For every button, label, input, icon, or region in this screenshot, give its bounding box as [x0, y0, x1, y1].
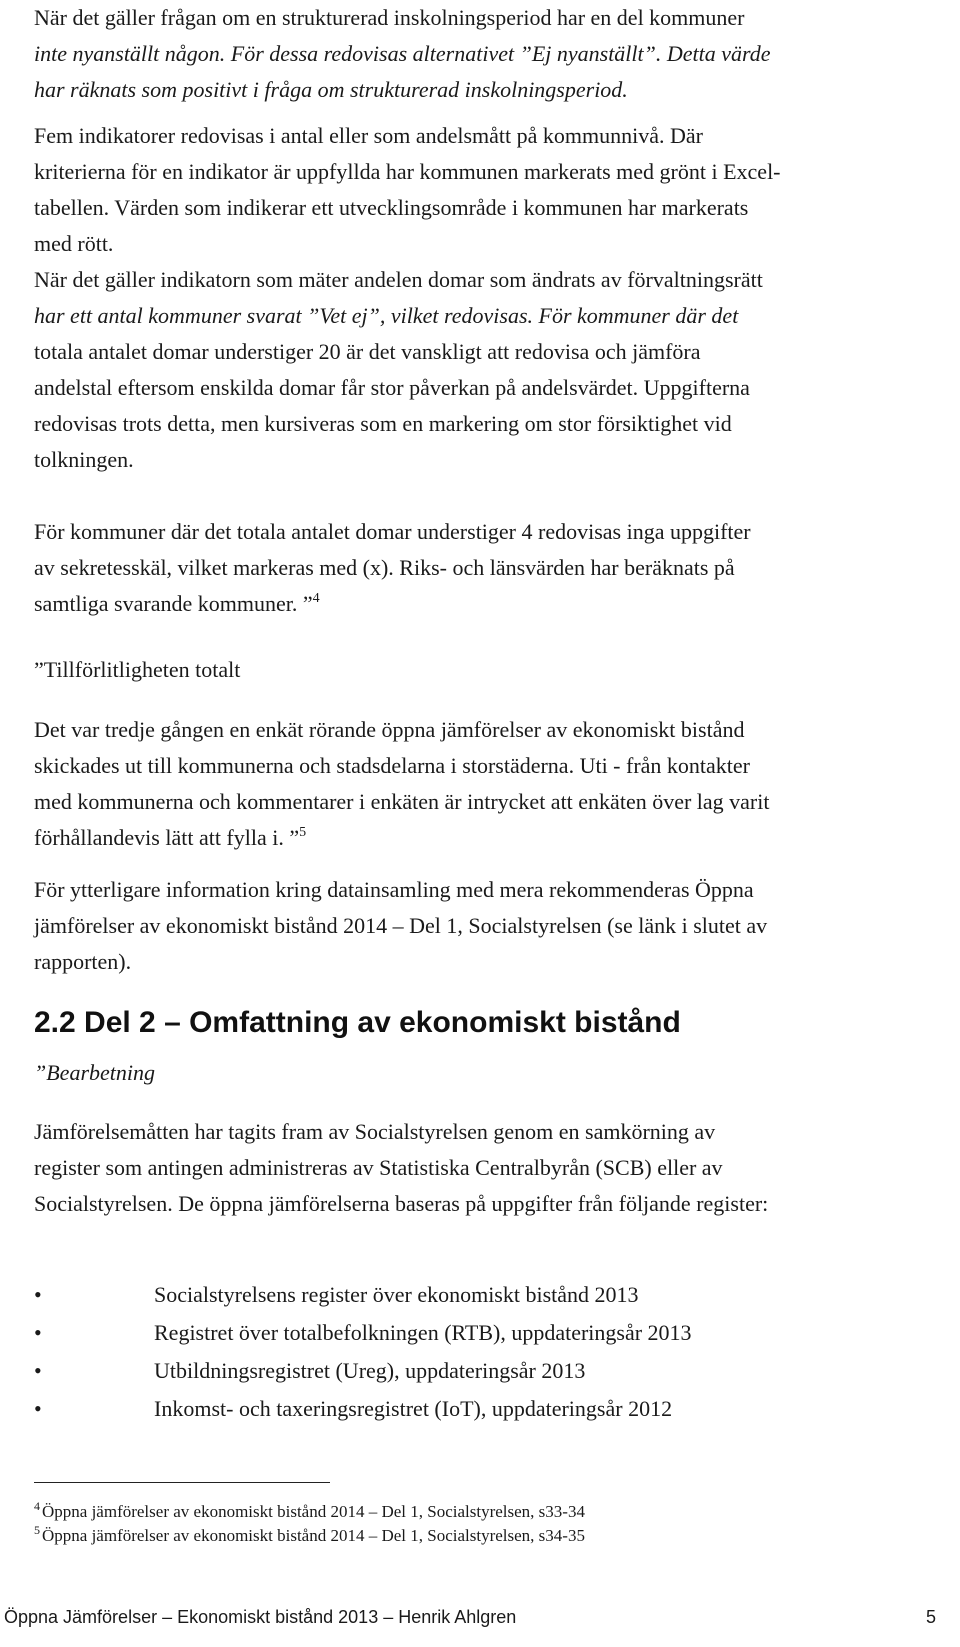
text-line: För kommuner där det totala antalet domar understiger 4 redovisas inga uppgifter: [34, 519, 751, 544]
paragraph-inskolning: [34, 0, 924, 108]
footnote-text: Öppna jämförelser av ekonomiskt bistånd 2014 – Del 1, Socialstyrelsen, s34-35: [42, 1526, 585, 1545]
text-line: med rött.: [34, 231, 114, 256]
page-footer: [0, 1603, 936, 1631]
text-segment: förhållandevis lätt att fylla i. ”: [34, 825, 300, 850]
paragraph-mer-information: [34, 872, 924, 980]
bullet-icon: •: [34, 1358, 42, 1383]
text-line: med kommunerna och kommentarer i enkäten är intrycket att enkäten över lag varit: [34, 789, 770, 814]
footnote-divider: [34, 1482, 330, 1483]
footnote-mark: 5: [34, 1523, 40, 1537]
footnote-reference[interactable]: 4: [312, 591, 320, 606]
text-line: Socialstyrelsen. De öppna jämförelserna baseras på uppgifter från följande register:: [34, 1191, 769, 1216]
text-line: [34, 586, 924, 622]
bullet-icon: •: [34, 1282, 42, 1307]
text-segment: samtliga svarande kommuner. ”: [34, 591, 313, 616]
text-line: inte nyanställt någon. För dessa redovisas alternativet ”Ej nyanställt”. Detta värde: [34, 41, 771, 66]
text-line: redovisas trots detta, men kursiveras som en markering om stor försiktighet vid: [34, 411, 732, 436]
paragraph-enkat: [34, 712, 924, 856]
section-heading: 2.2 Del 2 – Omfattning av ekonomiskt bistånd: [34, 1006, 681, 1039]
text-line: har ett antal kommuner svarat ”Vet ej”, vilket redovisas. För kommuner där det: [34, 303, 739, 328]
subheading-tillforlitlighet: ”Tillförlitligheten totalt: [34, 657, 241, 682]
text-line: av sekretesskäl, vilket markeras med (x). Riks- och länsvärden har beräknats på: [34, 555, 735, 580]
list-item-text: Registret över totalbefolkningen (RTB), uppdateringsår 2013: [154, 1320, 692, 1345]
paragraph-indikatorer: [34, 118, 924, 262]
list-item: [34, 1390, 924, 1428]
text-line: När det gäller frågan om en strukturerad inskolningsperiod har en del kommuner: [34, 5, 745, 30]
list-item-text: Utbildningsregistret (Ureg), uppdateringsår 2013: [154, 1358, 586, 1383]
footnote-reference[interactable]: 5: [299, 825, 307, 840]
page-number: 5: [925, 1607, 936, 1627]
text-line: Det var tredje gången en enkät rörande öppna jämförelser av ekonomiskt bistånd: [34, 717, 745, 742]
paragraph-sekretess: [34, 514, 924, 622]
footnote-mark: 4: [34, 1499, 40, 1513]
list-item-text: Inkomst- och taxeringsregistret (IoT), uppdateringsår 2012: [154, 1396, 673, 1421]
subheading-bearbetning: ”Bearbetning: [34, 1060, 155, 1085]
text-line: [34, 820, 924, 856]
text-line: jämförelser av ekonomiskt bistånd 2014 – Del 1, Socialstyrelsen (se länk i slutet av: [34, 913, 768, 938]
footnote-5: [34, 1524, 585, 1548]
text-line: tolkningen.: [34, 447, 134, 472]
register-list: [34, 1276, 924, 1428]
footnote-4: [34, 1500, 585, 1524]
list-item-text: Socialstyrelsens register över ekonomiskt bistånd 2013: [154, 1282, 639, 1307]
text-line: När det gäller indikatorn som mäter andelen domar som ändrats av förvaltningsrätt: [34, 267, 763, 292]
text-line: andelstal eftersom enskilda domar får stor påverkan på andelsvärdet. Uppgifterna: [34, 375, 750, 400]
list-item: [34, 1352, 924, 1390]
text-line: tabellen. Värden som indikerar ett utvecklingsområde i kommunen har markerats: [34, 195, 749, 220]
paragraph-forvaltningsratt: [34, 262, 924, 478]
text-line: har räknats som positivt i fråga om strukturerad inskolningsperiod.: [34, 77, 628, 102]
text-line: register som antingen administreras av Statistiska Centralbyrån (SCB) eller av: [34, 1155, 723, 1180]
footer-title: Öppna Jämförelser – Ekonomiskt bistånd 2013 – Henrik Ahlgren: [4, 1607, 517, 1627]
bullet-icon: •: [34, 1396, 42, 1421]
list-item: [34, 1276, 924, 1314]
text-line: skickades ut till kommunerna och stadsdelarna i storstäderna. Uti - från kontakter: [34, 753, 751, 778]
text-line: rapporten).: [34, 949, 132, 974]
text-line: kriterierna för en indikator är uppfyllda har kommunen markerats med grönt i Excel-: [34, 159, 781, 184]
text-line: Jämförelsemåtten har tagits fram av Socialstyrelsen genom en samkörning av: [34, 1119, 716, 1144]
footnote-text: Öppna jämförelser av ekonomiskt bistånd 2014 – Del 1, Socialstyrelsen, s33-34: [42, 1502, 585, 1521]
paragraph-jamforelsematt: [34, 1114, 924, 1222]
list-item: [34, 1314, 924, 1352]
bullet-icon: •: [34, 1320, 42, 1345]
text-line: Fem indikatorer redovisas i antal eller som andelsmått på kommunnivå. Där: [34, 123, 703, 148]
text-line: totala antalet domar understiger 20 är det vanskligt att redovisa och jämföra: [34, 339, 701, 364]
text-line: För ytterligare information kring datainsamling med mera rekommenderas Öppna: [34, 877, 754, 902]
